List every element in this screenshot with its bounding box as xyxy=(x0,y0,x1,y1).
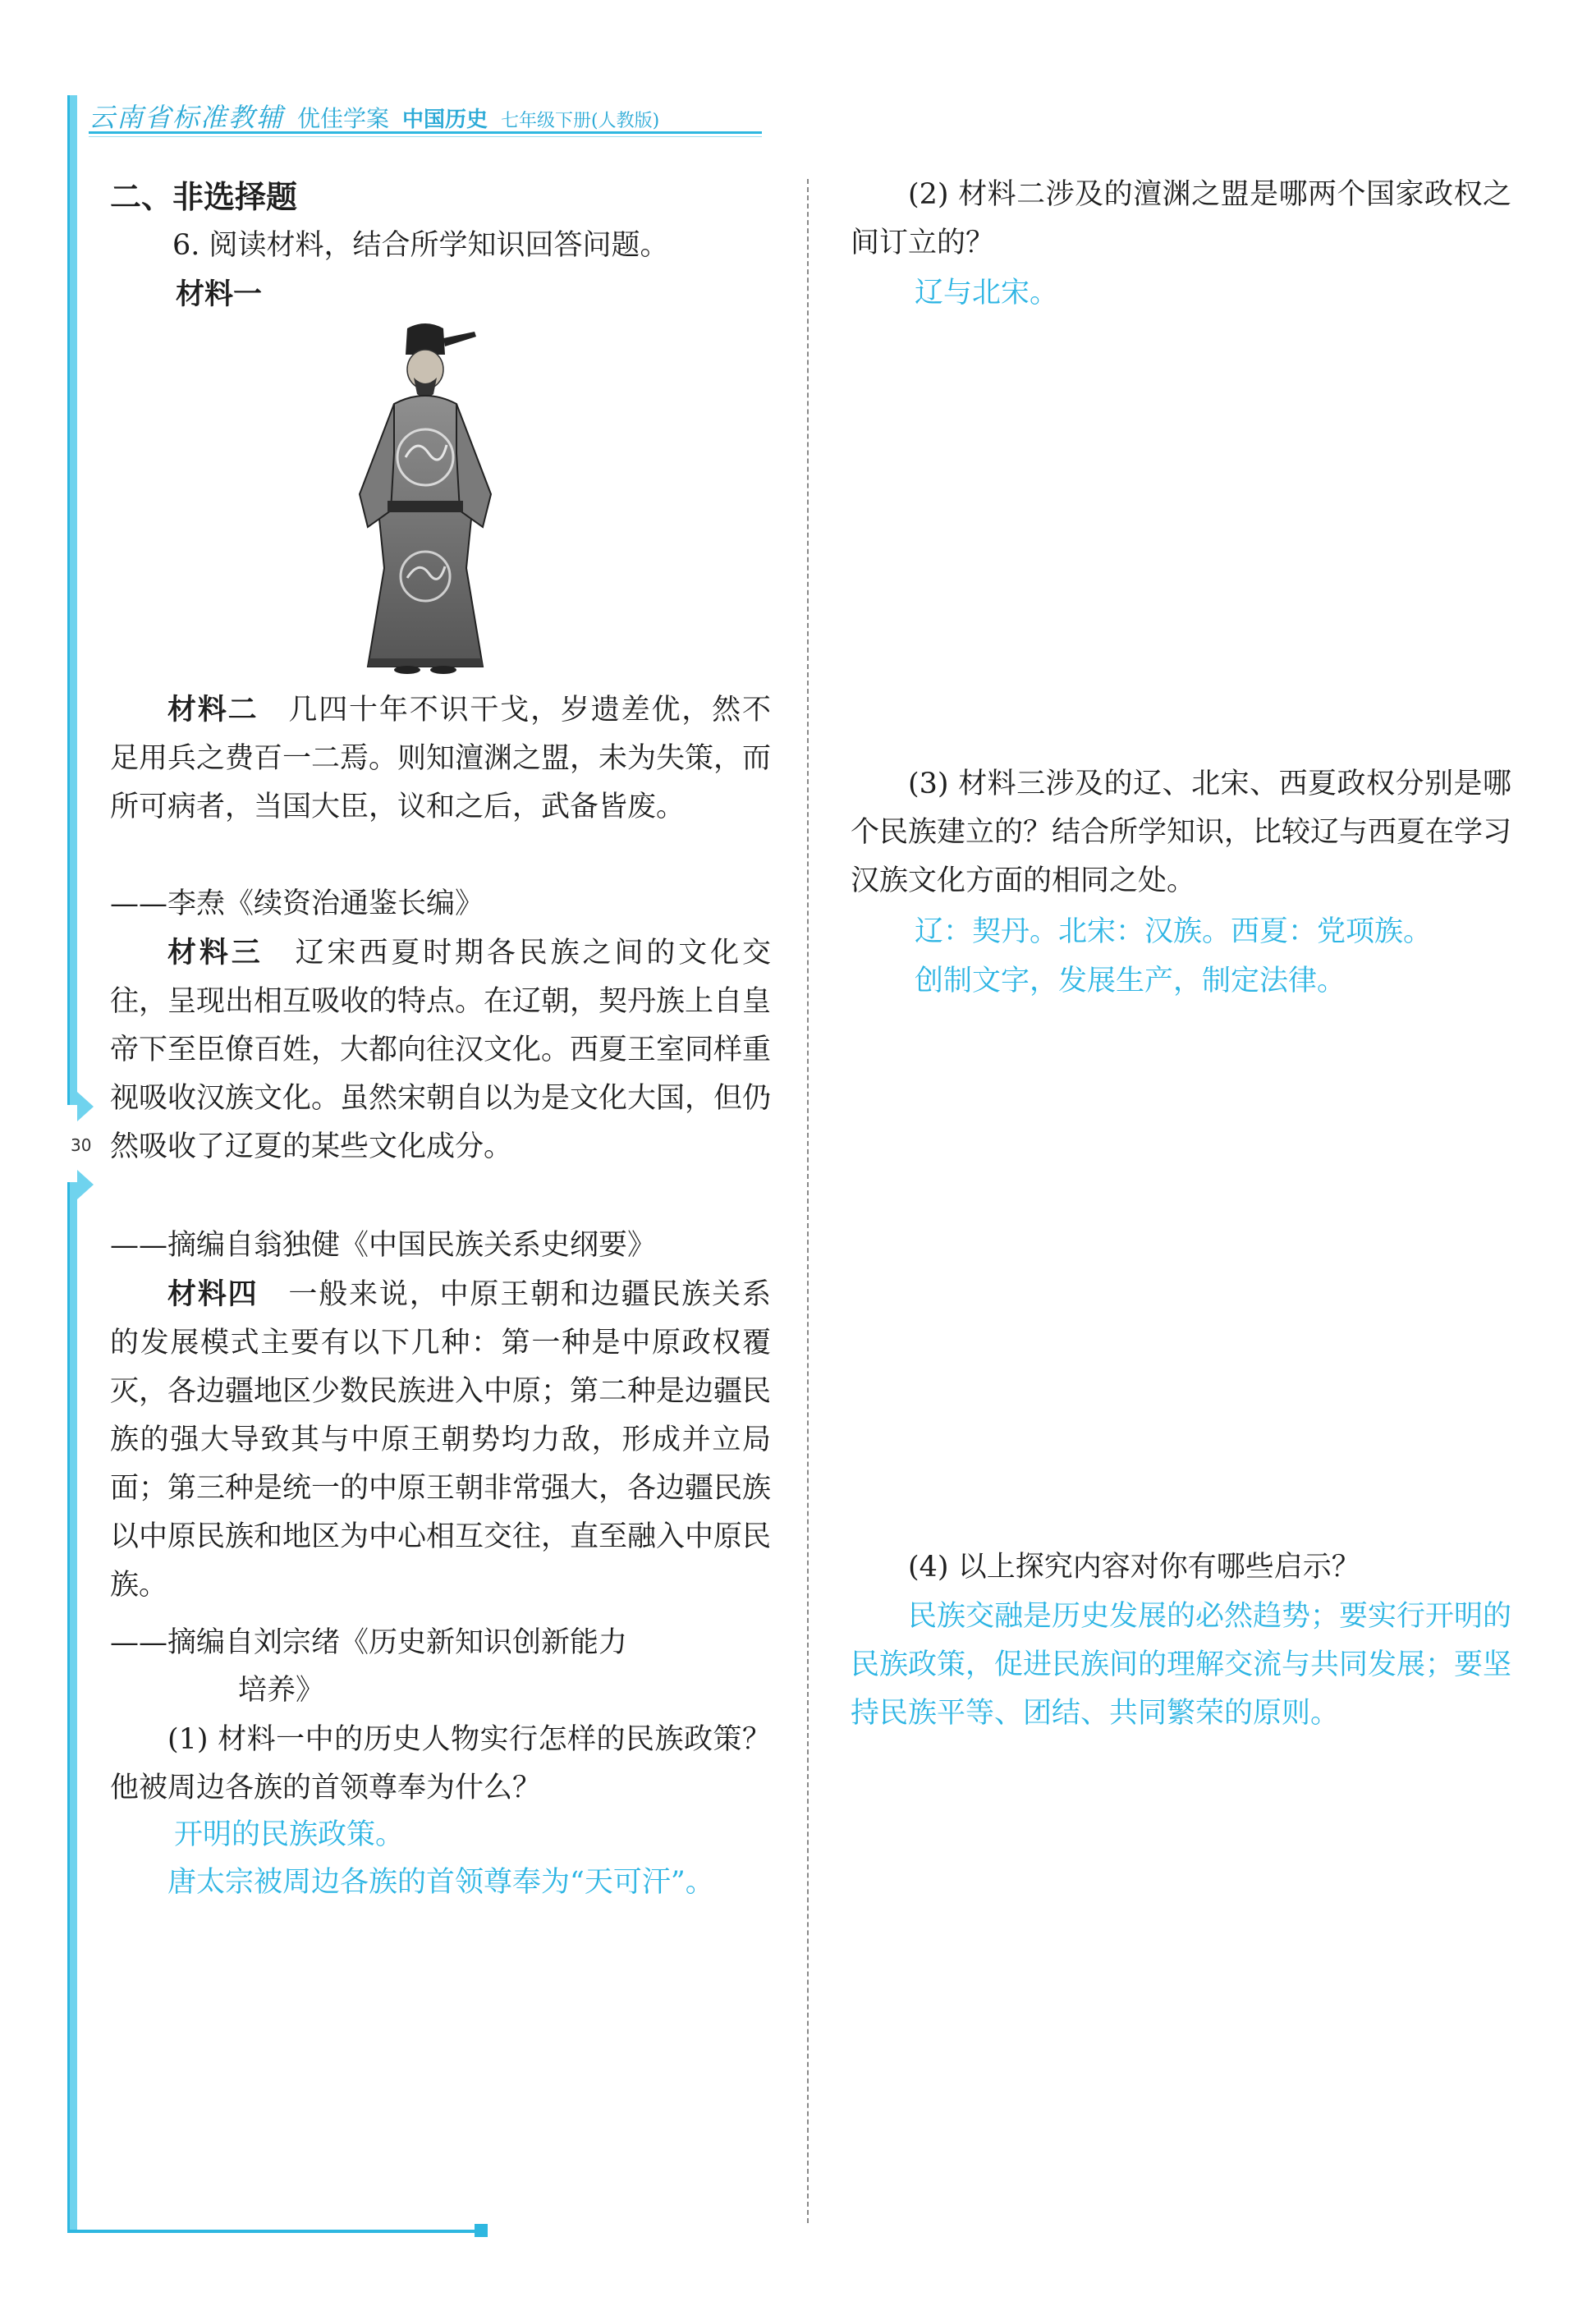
material-2-label: 材料二 xyxy=(167,694,259,727)
material-2-source: ——李焘《续资治通鉴长编》 xyxy=(110,887,484,920)
question-2: (2) 材料二涉及的澶渊之盟是哪两个国家政权之间订立的？ xyxy=(851,178,1511,259)
material-3-text: 辽宋西夏时期各民族之间的文化交往，呈现出相互吸收的特点。在辽朝，契丹族上自皇帝下至臣僚百姓，大都向往汉文化。西夏王室同样重视吸收汉族文化。虽然宋朝自以为是文化大国，但仍然吸收了辽夏的某些文化成分。 xyxy=(110,937,772,1163)
subject-title: 中国历史 xyxy=(402,108,488,132)
material-4-text: 一般来说，中原王朝和边疆民族关系的发展模式主要有以下几种：第一种是中原政权覆灭，各边疆地区少数民族进入中原；第二种是边疆民族的强大导致其与中原王朝势均力敌，形成并立局面；第三种是统一的中原王朝非常强大，各边疆民族以中原民族和地区为中心相互交往，直至融入中原民族。 xyxy=(110,1278,772,1602)
page-number: 30 xyxy=(71,1135,92,1155)
answer-1-line1: 开明的民族政策。 xyxy=(174,1818,405,1851)
series-title: 云南省标准教辅 xyxy=(89,102,285,133)
answer-4: 民族交融是历史发展的必然趋势；要实行开明的民族政策，促进民族间的理解交流与共同发展；要坚持民族平等、团结、共同繁荣的原则。 xyxy=(851,1600,1512,1730)
header-rule-thin xyxy=(89,136,762,137)
emperor-portrait-illustration xyxy=(343,322,507,675)
page-header xyxy=(89,97,660,133)
accent-notch-icon xyxy=(77,1092,94,1121)
material-1-label: 材料一 xyxy=(176,278,263,311)
accent-notch-icon xyxy=(77,1170,94,1199)
left-accent-line-top xyxy=(67,95,70,1105)
question-intro: 6. 阅读材料，结合所学知识回答问题。 xyxy=(172,229,669,262)
material-2-text: 几四十年不识干戈，岁遗差优，然不足用兵之费百一二焉。则知澶渊之盟，未为失策，而所可病者，当国大臣，议和之后，武备皆废。 xyxy=(110,694,772,823)
left-accent-line-bottom xyxy=(67,1182,70,2233)
question-3: (3) 材料三涉及的辽、北宋、西夏政权分别是哪个民族建立的？结合所学知识，比较辽与西夏在学习汉族文化方面的相同之处。 xyxy=(851,768,1512,897)
footer-square-icon xyxy=(475,2224,488,2237)
book-title: 优佳学案 xyxy=(297,105,390,132)
material-4-label: 材料四 xyxy=(167,1278,259,1311)
material-4 xyxy=(110,1271,771,1610)
question-4: (4) 以上探究内容对你有哪些启示？ xyxy=(908,1551,1360,1584)
question-1: (1) 材料一中的历史人物实行怎样的民族政策？他被周边各族的首领尊奉为什么？ xyxy=(110,1723,771,1804)
material-3-source: ——摘编自翁独健《中国民族关系史纲要》 xyxy=(110,1229,657,1262)
answer-3-line2: 创制文字，发展生产，制定法律。 xyxy=(915,965,1346,997)
material-3 xyxy=(110,929,771,1171)
answer-3-line1: 辽：契丹。北宋：汉族。西夏：党项族。 xyxy=(915,915,1433,948)
answer-2: 辽与北宋。 xyxy=(915,277,1059,309)
material-4-source-line1: ——摘编自刘宗绪《历史新知识创新能力 xyxy=(110,1626,628,1659)
material-4-source-line2: 培养》 xyxy=(238,1674,325,1707)
material-3-label: 材料三 xyxy=(167,937,264,970)
answer-1-line2: 唐太宗被周边各族的首领尊奉为“天可汗”。 xyxy=(167,1866,714,1899)
grade-label: 七年级下册(人教版) xyxy=(501,111,660,131)
section-title: 二、非选择题 xyxy=(110,179,298,215)
footer-rule xyxy=(67,2230,478,2233)
column-divider xyxy=(807,179,809,2223)
material-2 xyxy=(110,686,771,832)
